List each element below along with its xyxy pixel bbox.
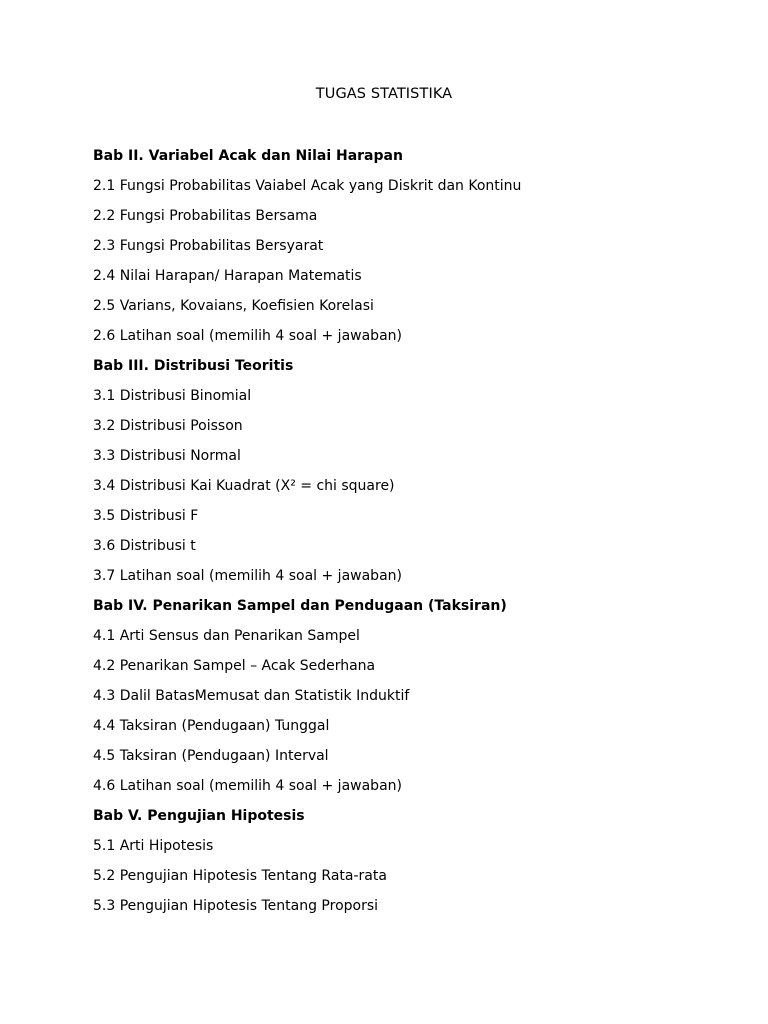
chapter-heading-bab-2: Bab II. Variabel Acak dan Nilai Harapan <box>93 148 403 164</box>
list-item-2-5: 2.5 Varians, Kovaians, Koefisien Korelasi <box>93 298 374 314</box>
list-item-2-1: 2.1 Fungsi Probabilitas Vaiabel Acak yang Diskrit dan Kontinu <box>93 178 522 194</box>
list-item-2-3: 2.3 Fungsi Probabilitas Bersyarat <box>93 238 324 254</box>
list-item-3-3: 3.3 Distribusi Normal <box>93 448 241 464</box>
document-title: TUGAS STATISTIKA <box>315 86 453 102</box>
chapter-heading-bab-4: Bab IV. Penarikan Sampel dan Pendugaan (Taksiran) <box>93 598 507 614</box>
list-item-3-2: 3.2 Distribusi Poisson <box>93 418 243 434</box>
list-item-3-1: 3.1 Distribusi Binomial <box>93 388 252 404</box>
list-item-2-4: 2.4 Nilai Harapan/ Harapan Matematis <box>93 268 362 284</box>
document-content <box>93 146 733 926</box>
list-item-4-1: 4.1 Arti Sensus dan Penarikan Sampel <box>93 628 360 644</box>
list-item-4-3: 4.3 Dalil BatasMemusat dan Statistik Induktif <box>93 688 410 704</box>
list-item-5-3: 5.3 Pengujian Hipotesis Tentang Proporsi <box>93 898 379 914</box>
list-item-3-6: 3.6 Distribusi t <box>93 538 196 554</box>
list-item-4-4: 4.4 Taksiran (Pendugaan) Tunggal <box>93 718 330 734</box>
chapter-heading-bab-5: Bab V. Pengujian Hipotesis <box>93 808 305 824</box>
list-item-5-2: 5.2 Pengujian Hipotesis Tentang Rata-rata <box>93 868 387 884</box>
list-item-4-5: 4.5 Taksiran (Pendugaan) Interval <box>93 748 329 764</box>
list-item-2-6: 2.6 Latihan soal (memilih 4 soal + jawaban) <box>93 328 402 344</box>
list-item-2-2: 2.2 Fungsi Probabilitas Bersama <box>93 208 318 224</box>
list-item-3-7: 3.7 Latihan soal (memilih 4 soal + jawaban) <box>93 568 402 584</box>
list-item-4-6: 4.6 Latihan soal (memilih 4 soal + jawaban) <box>93 778 402 794</box>
list-item-5-1: 5.1 Arti Hipotesis <box>93 838 214 854</box>
list-item-3-4: 3.4 Distribusi Kai Kuadrat (X² = chi square) <box>93 478 395 494</box>
list-item-4-2: 4.2 Penarikan Sampel – Acak Sederhana <box>93 658 376 674</box>
list-item-3-5: 3.5 Distribusi F <box>93 508 199 524</box>
chapter-heading-bab-3: Bab III. Distribusi Teoritis <box>93 358 294 374</box>
